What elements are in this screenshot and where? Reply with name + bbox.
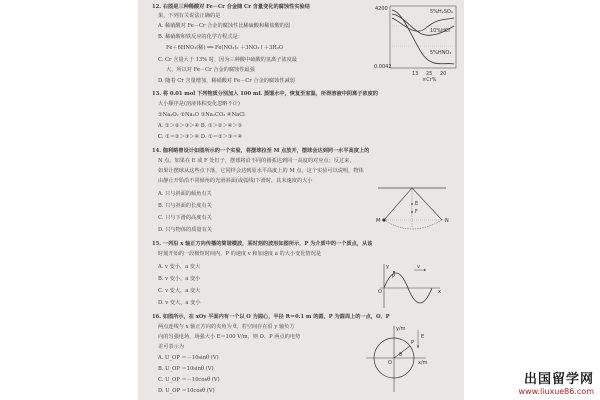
q12-option-c-2: 大，所以对 Fe－Cr 合金的腐蚀性最强	[166, 67, 255, 73]
corrosion-figure	[374, 4, 460, 82]
wave-label-p: P	[392, 274, 396, 280]
q13-stem: 13. 将 0.01 mol 下列物质分别加入 100 mL 蒸馏水中，恢复至室温，所得溶液中阴离子浓度的	[152, 91, 378, 97]
exam-page	[138, 0, 464, 400]
q12-option-b: B. 稀硝酸和铁反应的化学方程式是：	[158, 34, 243, 40]
q13-stem-2: 大小顺序是(溶液体积变化忽略不计)	[158, 101, 240, 107]
watermark-url[interactable]: www.liuxue86.com	[518, 387, 594, 396]
circle-label-p: P	[411, 340, 415, 346]
q15-option-a: A. v 变小，a 变大	[158, 264, 201, 270]
q14-option-a: A. 只与斜面的倾角有关	[158, 191, 212, 197]
legend-hno3: 5%HNO₃	[430, 50, 452, 56]
q14-option-c: C. 只与下滑的高度有关	[158, 215, 212, 221]
q13-substances: ①Na₂O₂ ②Na₂O ③Na₂CO₃ ④NaCl	[158, 112, 245, 118]
label-e: E	[415, 201, 419, 207]
q12-stem-2: 果，下列有关说法正确的是	[158, 13, 221, 19]
q16-stem-2: 两点连线与 x 轴正方向的夹角为 θ。若空间存在沿 y 轴负方	[158, 324, 295, 330]
pendulum-arc	[384, 220, 442, 229]
wave-figure	[370, 262, 444, 310]
wave-label-o: O	[378, 289, 382, 295]
pendulum-figure	[370, 184, 454, 234]
legend-h2so4: 5%H₂SO₄	[430, 9, 453, 15]
circle-label-x: x/m	[418, 360, 428, 366]
corrosion-xtick-3: 20	[440, 71, 447, 77]
q16-option-c: C. U_OP ＝－10cosθ (V)	[158, 377, 220, 383]
label-m: M	[376, 218, 381, 224]
label-f: F	[415, 209, 418, 215]
q14-stem-2: N 点。如果在 E 或 F 处钉子，摆球将沿不同的圆弧达到同一高度的对应点；反过来，	[158, 158, 355, 164]
label-n: N	[445, 218, 449, 224]
q15-option-b: B. v 变小，a 变小	[158, 276, 201, 282]
circle-label-e: E	[421, 334, 425, 340]
q12-option-c: C. Cr 含量大于 13% 时，因为三种酸中硫酸的氢离子浓度最	[158, 57, 297, 63]
pendulum-string-m	[384, 188, 412, 220]
q16-option-b: B. U_OP ＝10sinθ (V)	[158, 366, 214, 372]
q13-options-ab: A. ①＞②＞③＞④ B. ①＞②＞④＞③	[158, 123, 243, 129]
corrosion-xlabel: ×Cr%	[422, 77, 437, 82]
q14-stem-3: 如果让摆球从这些点下落，它同样会达到原水平高度上的 M 点。这个实验可以说明，物体	[158, 168, 364, 174]
circle-field-figure	[360, 322, 430, 394]
corrosion-xtick-1: 13	[412, 71, 419, 77]
q16-option-a: A. U_OP ＝－10sinθ (V)	[158, 355, 219, 361]
q15-option-c: C. v 变大，a 变大	[158, 288, 201, 294]
q14-stem-4: 由静止开始沿不同倾角的光滑斜面(或弧线)下滑时，其末速度的大小	[158, 178, 313, 184]
wave-label-v: v	[417, 264, 420, 270]
q15-option-d: D. v 变大，a 变小	[158, 300, 201, 306]
q15-stem: 15. 一列沿 x 轴正方向传播的简谐横波，某时刻的波形如图所示，P 为介质中的一个质点，从该	[152, 241, 373, 247]
q16-stem: 16. 如图所示，在 xOy 平面内有一个以 O 为圆心，半径 R＝0.1 m 的圆，P 为圆周上的一点，O、P	[152, 314, 390, 320]
wave-label-x: x	[438, 289, 441, 295]
legend-hcl: 10%HCl	[430, 28, 450, 34]
corrosion-xtick-2: 25	[426, 71, 433, 77]
circle-label-y: y/m	[396, 326, 406, 332]
q12-option-a: A. 稀硝酸对 Fe－Cr 合金的腐蚀性比稀硫酸和稀盐酸的弱	[158, 23, 291, 29]
q12-stem: 12. 右图是三种稀酸对 Fe－Cr 合金随 Cr 含量变化的腐蚀性实验结	[152, 4, 310, 10]
q14-option-b: B. 只与斜面的长度有关	[158, 203, 212, 209]
circle-label-theta: θ	[399, 352, 403, 358]
corrosion-ytick-top: 4200	[375, 6, 388, 12]
q14-stem: 14. 伽利略曾设计如图所示的一个实验，将摆球拉至 M 点放开，摆球会达到同一水平高度上的	[152, 148, 370, 154]
q12-option-d: D. 随着 Cr 含量增加，稀硝酸对 Fe－Cr 合金的腐蚀性减弱	[158, 78, 295, 84]
q14-option-d: D. 只与物体的质量有关	[158, 227, 212, 233]
wave-label-y: y	[386, 264, 389, 270]
q16-stem-4: 差可表示为	[158, 344, 184, 350]
pendulum-bob	[382, 218, 385, 221]
q12-equation: Fe＋6HNO₃(稀) ══ Fe(NO₃)₃ ＋3NO₂↑＋3H₂O	[166, 45, 284, 51]
point-p	[393, 271, 395, 273]
q16-stem-3: 向的匀强电场，场强大小 E＝100 V/m，则 O、P 两点的电势	[158, 334, 301, 340]
q13-options-cd: C. ①＝②＞③＞④ D. ①＝②＞③＝④	[158, 134, 243, 140]
q16-option-d: D. U_OP ＝10cosθ (V)	[158, 388, 215, 394]
circle-label-o: O	[388, 360, 392, 366]
watermark-title: 出国留学网	[523, 372, 594, 387]
q15-stem-2: 时刻开始的一段极短时间内，P 的速度 v 和加速度 a 的大小变化情况是	[158, 251, 322, 257]
site-watermark	[519, 368, 595, 396]
corrosion-ytick-bottom: 0.0042	[374, 64, 392, 70]
